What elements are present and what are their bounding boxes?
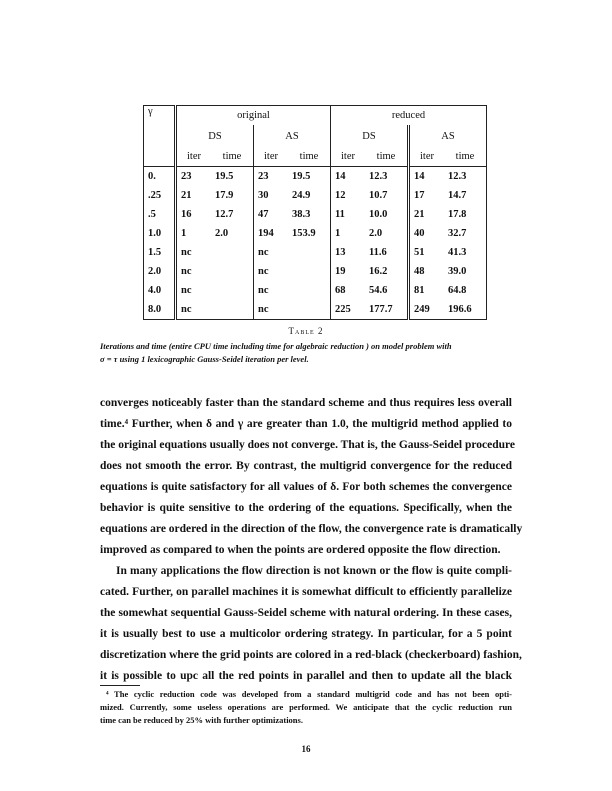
gamma-header: γ (144, 106, 176, 167)
body-text-line: it is possible to upc all the red points in parallel and then to update all the black (100, 670, 512, 682)
table-cell: 12 (331, 186, 366, 205)
body-text-line: cated. Further, on parallel machines it is somewhat difficult to efficiently parallelize (100, 586, 512, 598)
table-cell: nc (254, 281, 289, 300)
table-row (144, 186, 487, 205)
table-cell: 14 (331, 167, 366, 187)
scheme-header: AS (254, 125, 331, 147)
table-cell: 12.3 (369, 171, 388, 182)
scheme-header: DS (331, 125, 409, 147)
table-cell: 17.9 (215, 190, 234, 201)
table-row (144, 167, 487, 187)
gamma-cell: 8.0 (144, 300, 176, 320)
table-cell: 51 (409, 243, 445, 262)
table-cell: 41.3 (444, 243, 487, 262)
table-cell: 17.8 (444, 205, 487, 224)
subcol-header: iter (254, 147, 289, 167)
table-row (144, 243, 487, 262)
table-cell: 11.6 (369, 247, 387, 258)
body-text-line: it is usually best to use a multicolor ordering strategy. In particular, for a 5 point (100, 628, 512, 640)
table-cell: 14.7 (444, 186, 487, 205)
table-cell: 14 (409, 167, 445, 187)
table-cell: 48 (409, 262, 445, 281)
table-cell: nc (176, 281, 212, 300)
scheme-header: AS (409, 125, 487, 147)
header-row-subcols (144, 147, 487, 167)
table-cell: nc (176, 300, 212, 320)
table-cell: 38.3 (292, 209, 311, 220)
table-cell: 225 (331, 300, 366, 320)
table-cell: 10.7 (369, 190, 388, 201)
scheme-header: DS (176, 125, 254, 147)
table-cell (288, 300, 331, 320)
table-cell: 196.6 (444, 300, 487, 320)
table-row (144, 224, 487, 243)
table-cell: 17 (409, 186, 445, 205)
table-cell: 177.7 (365, 300, 409, 320)
results-table (143, 105, 487, 320)
table-row (144, 281, 487, 300)
table-cell: 54.6 (369, 285, 388, 296)
table-cell: 2.0 (215, 228, 229, 239)
table-cell: 64.8 (444, 281, 487, 300)
table-cell: 40 (409, 224, 445, 243)
table-cell: 16 (176, 205, 212, 224)
gamma-cell: 0. (144, 167, 176, 187)
gamma-cell: 1.0 (144, 224, 176, 243)
gamma-cell: 4.0 (144, 281, 176, 300)
footnote-line: mized. Currently, some useless operations are performed. We anticipate that the cyclic reduction run (100, 702, 512, 712)
table-cell (211, 262, 254, 281)
table-title: Table 2 (288, 326, 324, 336)
table-cell: 16.2 (369, 266, 388, 277)
body-text-line: In many applications the flow direction is not known or the flow is quite compli- (116, 565, 512, 577)
table-cell: 21 (176, 186, 212, 205)
group-header: reduced (331, 106, 487, 126)
table-cell: 11 (331, 205, 366, 224)
table-cell: 1 (176, 224, 212, 243)
table-cell: 30 (254, 186, 289, 205)
table-caption-line: σ = τ using 1 lexicographic Gauss-Seidel iteration per level. (100, 354, 309, 364)
body-text-line: converges noticeably faster than the standard scheme and thus requires less overall (100, 397, 512, 409)
header-row-groups (144, 106, 487, 126)
body-text-line: equations are ordered in the direction of the flow, the convergence rate is dramatically (100, 523, 523, 535)
body-text-line: discretization where the grid points are colored in a red-black (checkerboard) fashion, (100, 649, 522, 661)
table-cell: 24.9 (292, 190, 311, 201)
table-cell: 19.5 (292, 171, 311, 182)
table-cell: 194 (254, 224, 289, 243)
table-cell: 23 (254, 167, 289, 187)
table-cell: nc (176, 262, 212, 281)
table-cell (288, 262, 331, 281)
body-text-line: behavior is quite sensitive to the ordering of the equations. Specifically, when the (100, 502, 512, 514)
table-cell: 23 (176, 167, 212, 187)
body-text-line: does not smooth the error. By contrast, the multigrid convergence for the reduced (100, 460, 512, 472)
table-cell: 1 (331, 224, 366, 243)
table-cell: 249 (409, 300, 445, 320)
table-cell (211, 300, 254, 320)
table-cell: nc (254, 243, 289, 262)
table-cell: 10.0 (369, 209, 388, 220)
footnote-rule (100, 685, 140, 686)
body-text-line: time.⁴ Further, when δ and γ are greater than 1.0, the multigrid method applied to (100, 418, 512, 430)
subcol-header: time (365, 147, 409, 167)
table-cell: nc (254, 262, 289, 281)
table-row (144, 205, 487, 224)
table-cell: 81 (409, 281, 445, 300)
subcol-header: iter (409, 147, 445, 167)
footnote-line: time can be reduced by 25% with further optimizations. (100, 715, 303, 725)
gamma-cell: .25 (144, 186, 176, 205)
table-row (144, 262, 487, 281)
table-cell: nc (254, 300, 289, 320)
table-cell: 32.7 (444, 224, 487, 243)
subcol-header: time (211, 147, 254, 167)
table-cell: 13 (331, 243, 366, 262)
body-text-line: equations is quite satisfactory for all values of δ. For both schemes the convergence (100, 481, 512, 493)
table-cell: 47 (254, 205, 289, 224)
table-cell (288, 281, 331, 300)
table-cell: 68 (331, 281, 366, 300)
table-cell (288, 243, 331, 262)
group-header: original (176, 106, 331, 126)
table-cell: 19.5 (215, 171, 234, 182)
subcol-header: iter (331, 147, 366, 167)
gamma-cell: 1.5 (144, 243, 176, 262)
body-text-line: improved as compared to when the points are ordered opposite the flow direction. (100, 544, 501, 556)
table-cell: 153.9 (292, 228, 316, 239)
table-row (144, 300, 487, 320)
table-cell: 2.0 (369, 228, 383, 239)
header-row-schemes (144, 125, 487, 147)
table-cell (211, 243, 254, 262)
table-cell: 12.3 (444, 167, 487, 187)
table-cell (211, 281, 254, 300)
body-text-line: the somewhat sequential Gauss-Seidel scheme with natural ordering. In these cases, (100, 607, 512, 619)
body-text-line: the original equations usually does not converge. That is, the Gauss-Seidel procedure (100, 439, 515, 451)
gamma-cell: 2.0 (144, 262, 176, 281)
table-cell: nc (176, 243, 212, 262)
subcol-header: iter (176, 147, 212, 167)
footnote-line: ⁴ The cyclic reduction code was developed from a standard multigrid code and has not been opti- (106, 689, 512, 699)
table-cell: 12.7 (215, 209, 234, 220)
gamma-cell: .5 (144, 205, 176, 224)
table-cell: 21 (409, 205, 445, 224)
subcol-header: time (444, 147, 487, 167)
table-caption-line: Iterations and time (entire CPU time including time for algebraic reduction ) on model problem with (100, 341, 452, 351)
subcol-header: time (288, 147, 331, 167)
table-cell: 39.0 (444, 262, 487, 281)
page-number: 16 (301, 744, 311, 754)
table-cell: 19 (331, 262, 366, 281)
